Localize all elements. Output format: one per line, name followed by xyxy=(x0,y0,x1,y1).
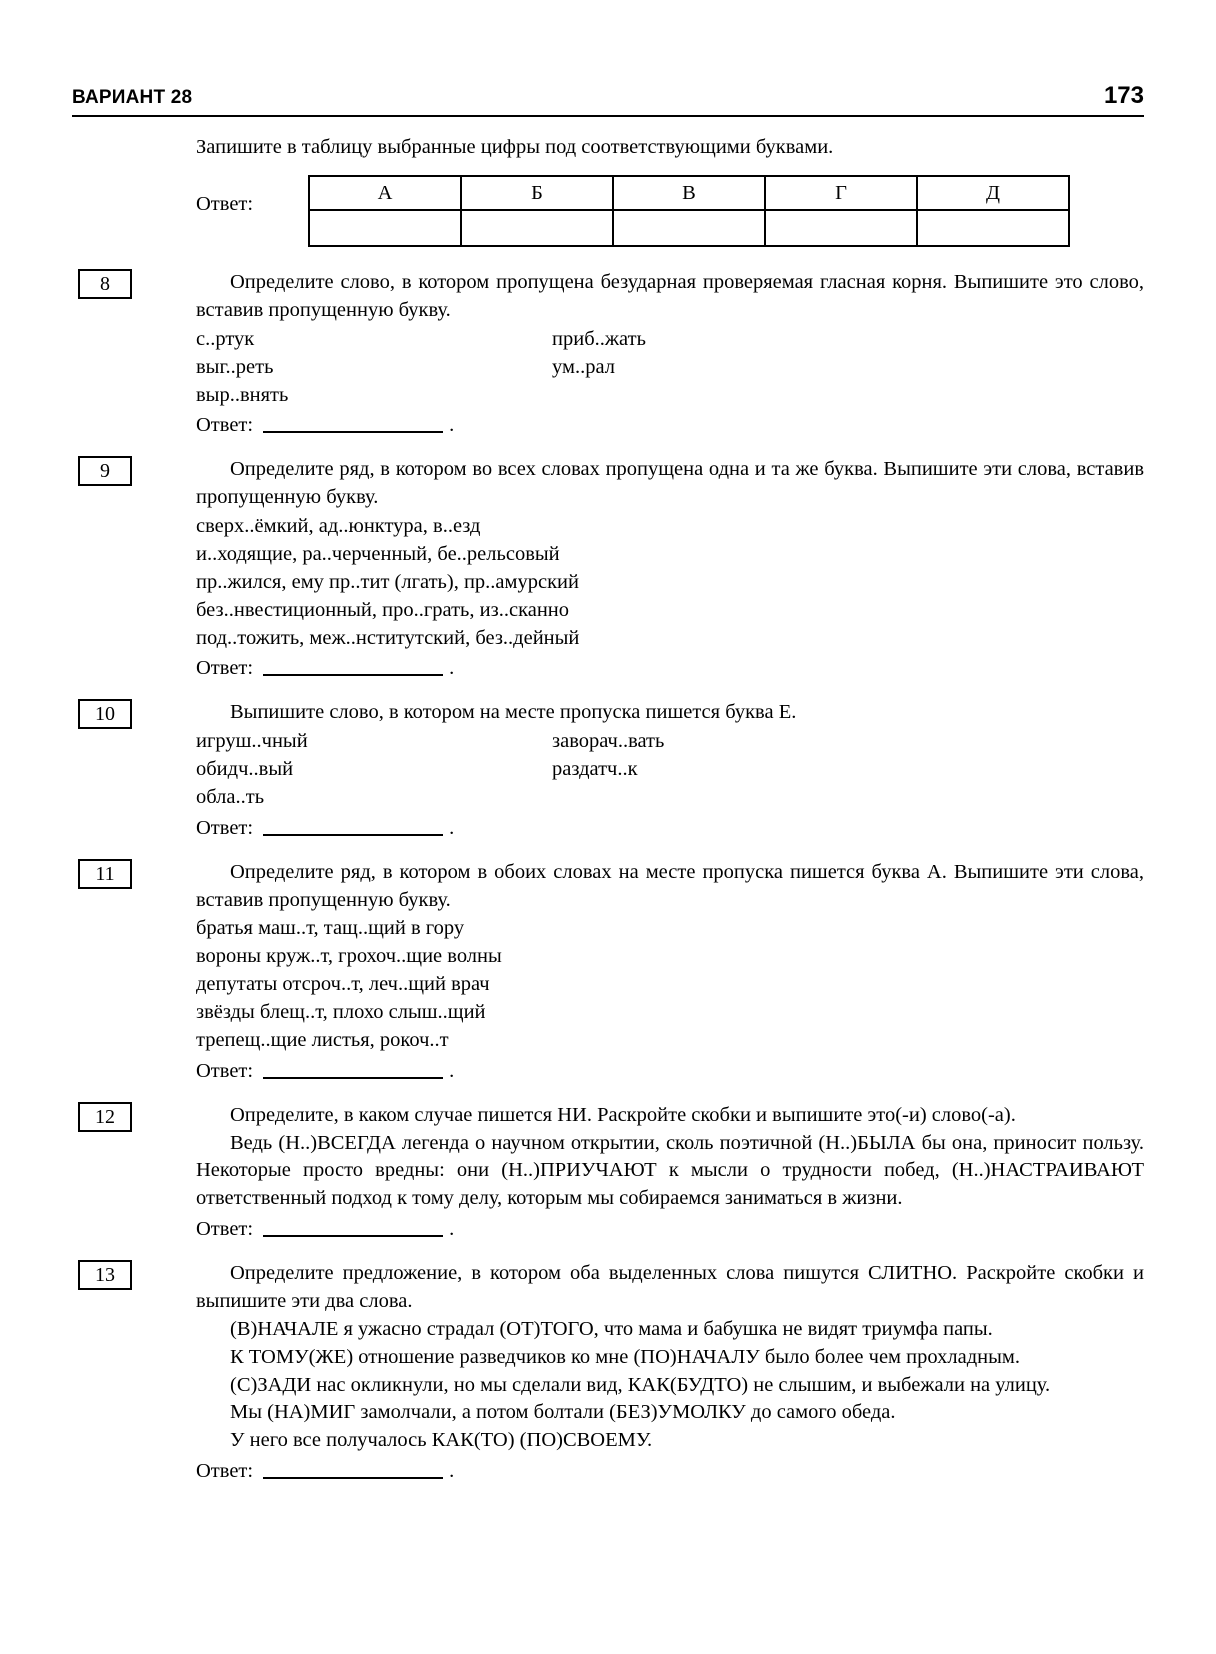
table-row-values xyxy=(309,210,1069,246)
task-number-12: 12 xyxy=(78,1102,132,1132)
task-9-prompt: Определите ряд, в котором во всех словах пропущена одна и та же буква. Выпишите эти слова, вставив пропущенную букву. xyxy=(196,458,1144,509)
answer-label: Ответ: xyxy=(196,1218,254,1241)
answer-label: Ответ: xyxy=(196,1460,254,1483)
answer-period: . xyxy=(449,657,455,680)
task-9-rows xyxy=(196,513,1144,652)
answer-period: . xyxy=(449,1059,455,1082)
word-item: заворач..вать xyxy=(552,730,665,753)
task-11-prompt: Определите ряд, в котором в обоих словах на месте пропуска пишется буква А. Выпишите эти слова, вставив пропущенную букву. xyxy=(196,860,1144,911)
task-number-9: 9 xyxy=(78,456,132,486)
task-8-column-2 xyxy=(552,326,646,382)
word-row: пр..жился, ему пр..тит (лгать), пр..амурский xyxy=(196,570,580,593)
task-number-13: 13 xyxy=(78,1260,132,1290)
answer-blank-line[interactable] xyxy=(263,1223,443,1237)
answer-period: . xyxy=(449,414,455,437)
answer-blank-line[interactable] xyxy=(263,1065,443,1079)
task-10-column-2 xyxy=(552,728,664,784)
answer-cell-d[interactable] xyxy=(917,210,1069,246)
word-row: без..нвестиционный, про..грать, из..сканно xyxy=(196,598,570,621)
answer-col-d: Д xyxy=(917,176,1069,210)
task-12-text: Ведь (Н..)ВСЕГДА легенда о научном открытии, сколь поэтичной (Н..)БЫЛА бы она, приносит пользу. Некоторые просто вредны: они (Н..)ПРИУЧАЮТ к мысли о трудности побед, (Н..)НАСТРАИВАЮТ ответственный подход к тому делу, которым мы собираемся заниматься в жизни. xyxy=(196,1131,1144,1210)
word-item: выг..реть xyxy=(196,355,274,378)
word-item: игруш..чный xyxy=(196,730,308,753)
answer-blank-line[interactable] xyxy=(263,419,443,433)
task-10-prompt: Выпишите слово, в котором на месте пропуска пишется буква Е. xyxy=(230,701,797,724)
answer-label: Ответ: xyxy=(196,1059,254,1082)
word-row: звёзды блещ..т, плохо слыш..щий xyxy=(196,1001,486,1023)
word-row: и..ходящие, ра..черченный, бе..рельсовый xyxy=(196,542,560,565)
answer-label: Ответ: xyxy=(196,657,254,680)
task-13-option-4: Мы (НА)МИГ замолчали, а потом болтали (БЕЗ)УМОЛКУ до самого обеда. xyxy=(230,1401,896,1424)
task-8-prompt: Определите слово, в котором пропущена безударная проверяемая гласная корня. Выпишите это слово, вставив пропущенную букву. xyxy=(196,271,1144,321)
task-8-words xyxy=(196,326,1144,410)
task-13-option-2: К ТОМУ(ЖЕ) отношение разведчиков ко мне (ПО)НАЧАЛУ было более чем прохладным. xyxy=(230,1345,1020,1368)
variant-label: ВАРИАНТ 28 xyxy=(72,87,193,108)
word-item: с..ртук xyxy=(196,327,255,350)
task-13 xyxy=(72,1260,1144,1486)
answer-blank-line[interactable] xyxy=(263,662,443,676)
task-13-option-1: (В)НАЧАЛЕ я ужасно страдал (ОТ)ТОГО, что мама и бабушка не видят триумфа папы. xyxy=(230,1317,993,1340)
answer-col-v: В xyxy=(613,176,765,210)
answer-col-b: Б xyxy=(461,176,613,210)
word-item: обидч..вый xyxy=(196,758,294,780)
task-13-option-5: У него все получалось КАК(ТО) (ПО)СВОЕМУ. xyxy=(230,1429,653,1452)
answer-period: . xyxy=(449,816,455,839)
word-item: ум..рал xyxy=(552,355,615,378)
task-12 xyxy=(72,1102,1144,1244)
task-8 xyxy=(72,269,1144,440)
task-10-answer xyxy=(196,815,1144,843)
task-10-column-1 xyxy=(196,728,552,812)
word-item: выр..внять xyxy=(196,383,289,406)
answer-table xyxy=(308,175,1070,247)
task-9-answer xyxy=(196,655,1144,683)
word-row: вороны круж..т, грохоч..щие волны xyxy=(196,945,502,968)
task-number-10: 10 xyxy=(78,699,132,729)
answer-cell-a[interactable] xyxy=(309,210,461,246)
answer-blank-line[interactable] xyxy=(263,1465,443,1479)
answer-cell-v[interactable] xyxy=(613,210,765,246)
task-8-column-1 xyxy=(196,326,552,410)
word-row: под..тожить, меж..нститутский, без..дейный xyxy=(196,626,580,649)
answer-cell-g[interactable] xyxy=(765,210,917,246)
page-header xyxy=(72,82,1144,110)
table-row-headers xyxy=(309,176,1069,210)
word-row: трепещ..щие листья, рокоч..т xyxy=(196,1028,449,1051)
word-item: обла..ть xyxy=(196,785,265,808)
task-8-answer xyxy=(196,412,1144,440)
task-13-option-3: (С)ЗАДИ нас окликнули, но мы сделали вид, КАК(БУДТО) не слышим, и выбежали на улицу. xyxy=(230,1373,1051,1396)
answer-col-a: А xyxy=(309,176,461,210)
task-13-answer xyxy=(196,1458,1144,1486)
answer-blank-line[interactable] xyxy=(263,822,443,836)
answer-col-g: Г xyxy=(765,176,917,210)
table-instruction: Запишите в таблицу выбранные цифры под соответствующими буквами. xyxy=(196,136,834,158)
task-13-prompt: Определите предложение, в котором оба выделенных слова пишутся СЛИТНО. Раскройте скобки и выпишите эти два слова. xyxy=(196,1262,1144,1312)
answer-period: . xyxy=(449,1218,455,1241)
answer-cell-b[interactable] xyxy=(461,210,613,246)
task-10-words xyxy=(196,728,1144,812)
task-number-8: 8 xyxy=(78,269,132,299)
task-9 xyxy=(72,456,1144,683)
page-number: 173 xyxy=(1103,82,1144,109)
answer-period: . xyxy=(449,1460,455,1483)
answer-table-label: Ответ: xyxy=(196,193,254,215)
page-content xyxy=(72,136,1144,1488)
task-number-11: 11 xyxy=(78,859,132,889)
answer-table-block xyxy=(196,175,1144,247)
task-11 xyxy=(72,859,1144,1086)
answer-label: Ответ: xyxy=(196,816,254,839)
task-10 xyxy=(72,699,1144,842)
word-row: сверх..ёмкий, ад..юнктура, в..езд xyxy=(196,515,481,537)
header-divider xyxy=(72,115,1144,117)
task-12-prompt: Определите, в каком случае пишется НИ. Раскройте скобки и выпишите это(-и) слово(-а). xyxy=(230,1103,1016,1126)
task-12-answer xyxy=(196,1216,1144,1244)
word-item: раздатч..к xyxy=(552,758,638,780)
task-11-answer xyxy=(196,1058,1144,1086)
word-row: депутаты отсроч..т, леч..щий врач xyxy=(196,973,490,996)
task-11-rows xyxy=(196,915,1144,1054)
word-item: приб..жать xyxy=(552,327,646,350)
word-row: братья маш..т, тащ..щий в гору xyxy=(196,917,465,940)
answer-label: Ответ: xyxy=(196,414,254,437)
